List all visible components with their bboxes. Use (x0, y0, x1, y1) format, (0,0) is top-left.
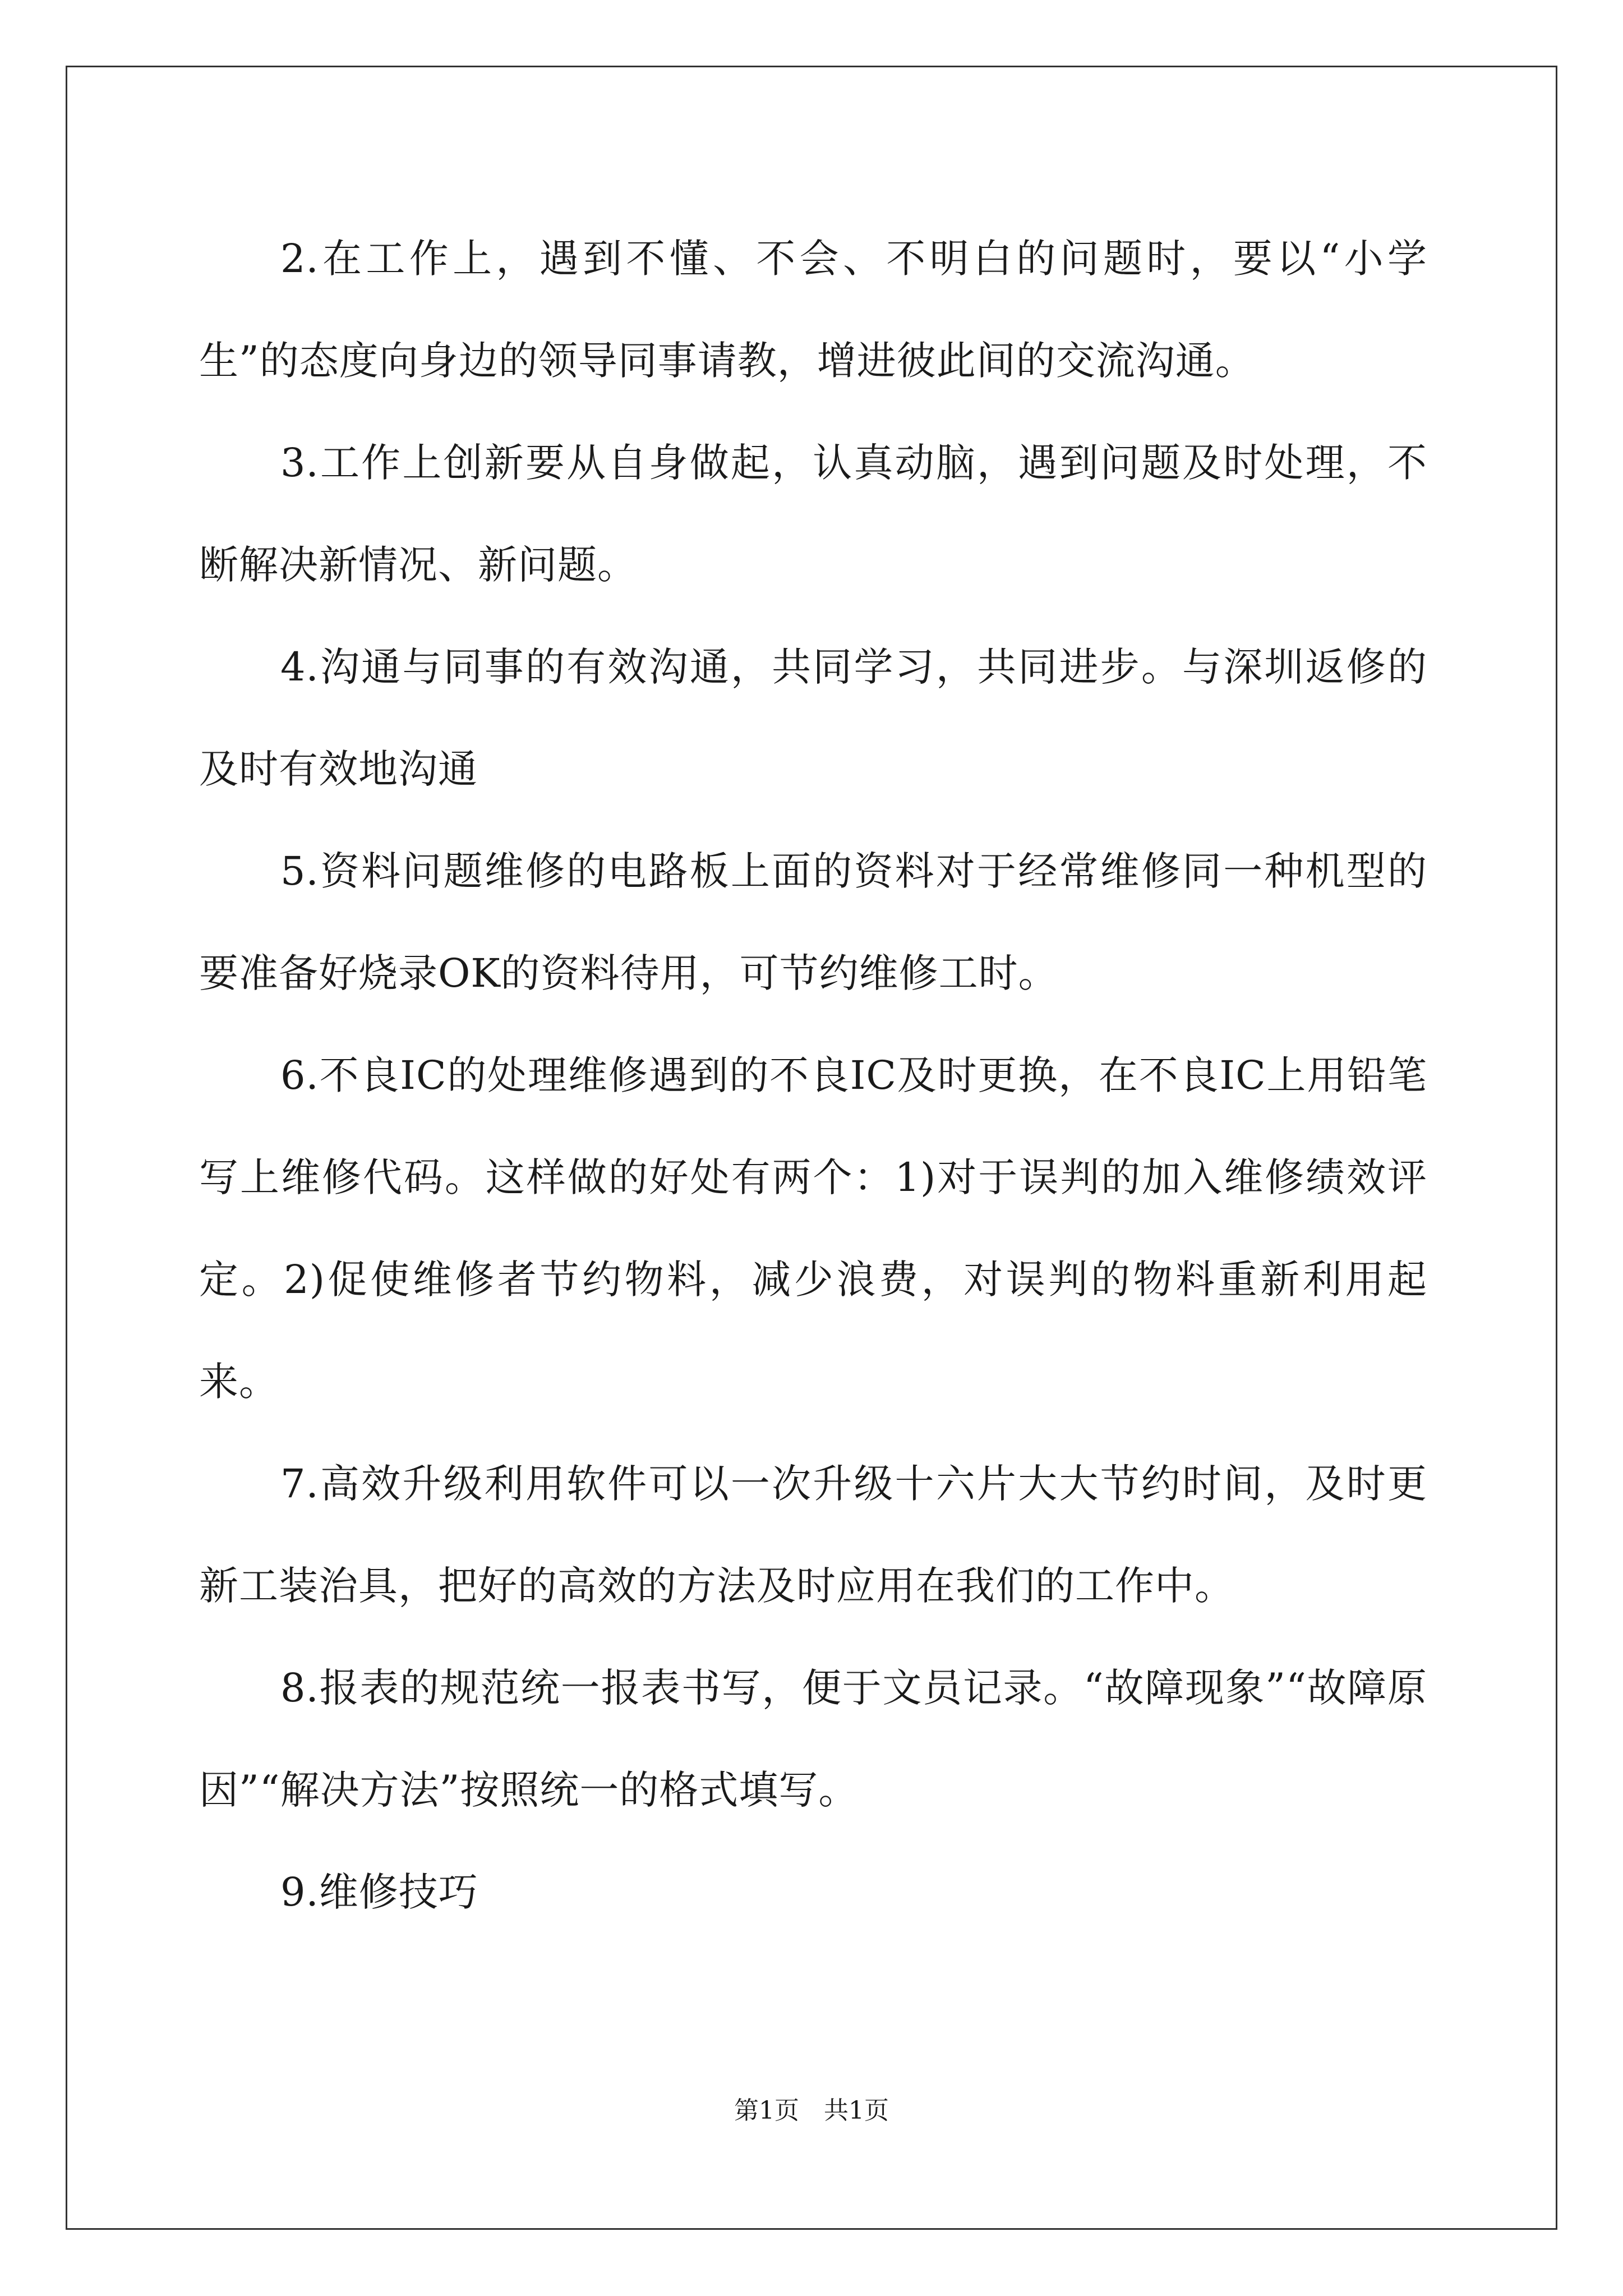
paragraph-8: 8.报表的规范统一报表书写，便于文员记录。“故障现象”“故障原因”“解决方法”按照统一的格式填写。 (199, 1665, 1427, 1813)
page-number-label: 第1页 共1页 (734, 2096, 889, 2125)
paragraph-4: 4.沟通与同事的有效沟通，共同学习，共同进步。与深圳返修的及时有效地沟通 (199, 644, 1427, 792)
paragraph-6: 6.不良IC的处理维修遇到的不良IC及时更换，在不良IC上用铅笔写上维修代码。这样做的好处有两个：1)对于误判的加入维修绩效评定。2)促使维修者节约物料，减少浪费，对误判的物料重新利用起来。 (199, 1052, 1427, 1405)
paragraph-9: 9.维修技巧 (280, 1869, 478, 1915)
document-body (199, 208, 1427, 1943)
paragraph-3: 3.工作上创新要从自身做起，认真动脑，遇到问题及时处理，不断解决新情况、新问题。 (199, 440, 1427, 588)
paragraph-7: 7.高效升级利用软件可以一次升级十六片大大节约时间，及时更新工装治具，把好的高效的方法及时应用在我们的工作中。 (199, 1461, 1427, 1609)
paragraph-5: 5.资料问题维修的电路板上面的资料对于经常维修同一种机型的要准备好烧录OK的资料待用，可节约维修工时。 (199, 848, 1427, 996)
paragraph-2: 2.在工作上，遇到不懂、不会、不明白的问题时，要以“小学生”的态度向身边的领导同事请教，增进彼此间的交流沟通。 (199, 236, 1427, 384)
page-footer (0, 2094, 1623, 2128)
